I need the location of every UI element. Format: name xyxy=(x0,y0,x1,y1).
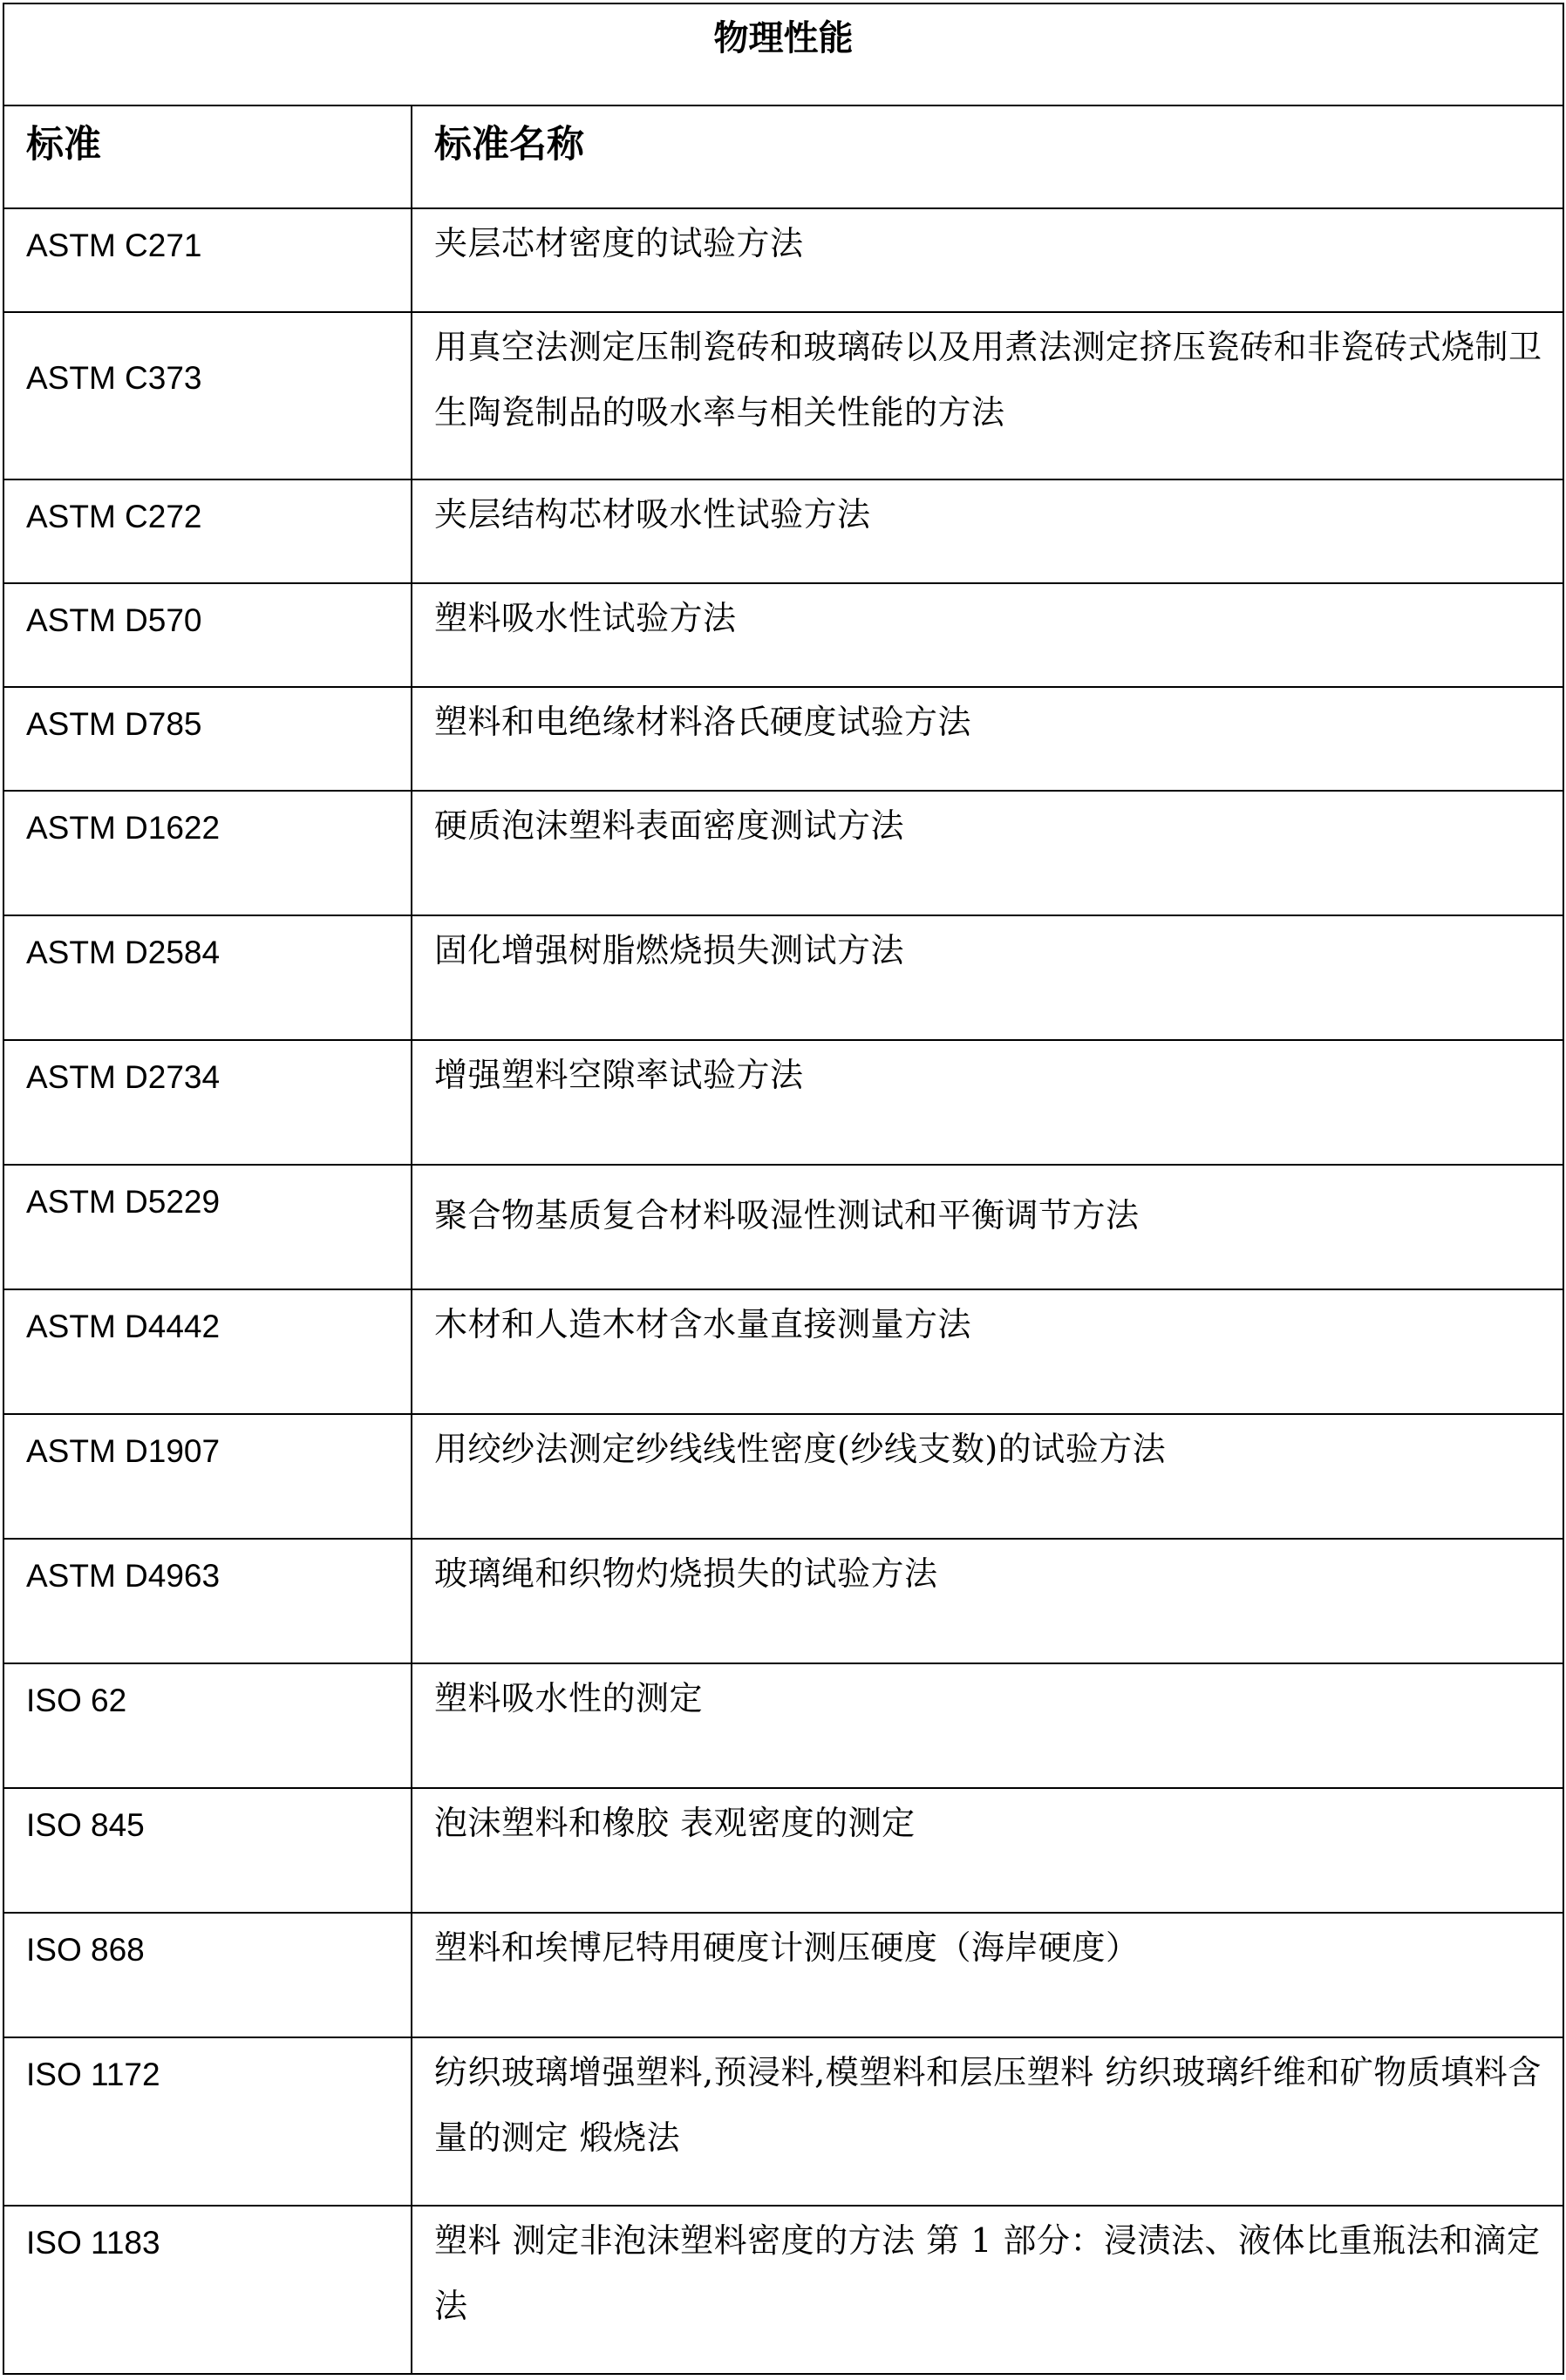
standard-name: 塑料 测定非泡沫塑料密度的方法 第 1 部分：浸渍法、液体比重瓶法和滴定法 xyxy=(434,2221,1541,2325)
standard-name-cell xyxy=(412,1663,1563,1788)
standard-name-cell xyxy=(412,1165,1563,1289)
standard-code-cell xyxy=(3,583,412,687)
table-row xyxy=(3,312,1563,479)
standard-name: 塑料和电绝缘材料洛氏硬度试验方法 xyxy=(434,703,972,741)
standard-code: ASTM D1907 xyxy=(26,1433,221,1469)
table-row xyxy=(3,1289,1563,1414)
standard-code: ASTM D5229 xyxy=(26,1184,221,1220)
standard-name: 固化增强树脂燃烧损失测试方法 xyxy=(434,931,905,969)
standard-code-cell xyxy=(3,1040,412,1165)
standard-name: 塑料吸水性的测定 xyxy=(434,1679,704,1717)
standard-name: 木材和人造木材含水量直接测量方法 xyxy=(434,1305,972,1343)
standard-code-cell xyxy=(3,1788,412,1913)
standard-code-cell xyxy=(3,791,412,915)
table-row xyxy=(3,915,1563,1040)
standard-name-cell xyxy=(412,208,1563,312)
standard-name: 塑料和埃博尼特用硬度计测压硬度（海岸硬度） xyxy=(434,1928,1140,1967)
standard-name-cell xyxy=(412,915,1563,1040)
standard-name: 用绞纱法测定纱线线性密度(纱线支数)的试验方法 xyxy=(434,1430,1167,1468)
standard-name-cell xyxy=(412,2037,1563,2206)
table-row xyxy=(3,791,1563,915)
table-row xyxy=(3,583,1563,687)
standard-code: ISO 1183 xyxy=(26,2225,160,2261)
standard-name: 塑料吸水性试验方法 xyxy=(434,599,737,637)
standard-name-cell xyxy=(412,583,1563,687)
table-row xyxy=(3,1913,1563,2037)
standards-table xyxy=(3,3,1564,2375)
table-row xyxy=(3,479,1563,583)
table-row xyxy=(3,2206,1563,2374)
standard-code: ASTM D2734 xyxy=(26,1059,221,1095)
table-row xyxy=(3,1165,1563,1289)
standard-code: ASTM D4963 xyxy=(26,1558,221,1594)
standard-name: 玻璃绳和织物灼烧损失的试验方法 xyxy=(434,1554,938,1593)
table-row xyxy=(3,687,1563,791)
standard-code: ASTM C272 xyxy=(26,499,202,534)
standard-name-cell xyxy=(412,1289,1563,1414)
standard-code-cell xyxy=(3,2206,412,2374)
standard-name-cell xyxy=(412,791,1563,915)
standard-name: 泡沫塑料和橡胶 表观密度的测定 xyxy=(434,1804,916,1842)
standard-name: 硬质泡沫塑料表面密度测试方法 xyxy=(434,806,905,845)
table-row xyxy=(3,1788,1563,1913)
standard-name: 夹层结构芯材吸水性试验方法 xyxy=(434,495,871,534)
standard-name: 用真空法测定压制瓷砖和玻璃砖以及用煮法测定挤压瓷砖和非瓷砖式烧制卫生陶瓷制品的吸水率与相关性能的方法 xyxy=(434,328,1542,432)
table-row xyxy=(3,1663,1563,1788)
standard-name: 夹层芯材密度的试验方法 xyxy=(434,224,804,262)
standard-name-cell xyxy=(412,1414,1563,1539)
standard-code-cell xyxy=(3,1913,412,2037)
standard-code-cell xyxy=(3,312,412,479)
standard-code-cell xyxy=(3,479,412,583)
header-row xyxy=(3,105,1563,208)
standard-name-cell xyxy=(412,312,1563,479)
standard-code: ISO 868 xyxy=(26,1932,145,1968)
standard-code-cell xyxy=(3,1414,412,1539)
standard-code-cell xyxy=(3,1165,412,1289)
standard-name-cell xyxy=(412,2206,1563,2374)
header-standard-name: 标准名称 xyxy=(434,123,584,167)
standard-name: 增强塑料空隙率试验方法 xyxy=(434,1056,804,1094)
table-title: 物理性能 xyxy=(713,18,854,58)
standard-code-cell xyxy=(3,687,412,791)
standard-code: ISO 1172 xyxy=(26,2057,160,2092)
table-row xyxy=(3,208,1563,312)
header-standard-cell xyxy=(3,105,412,208)
standard-code-cell xyxy=(3,2037,412,2206)
standard-code: ASTM D785 xyxy=(26,706,202,742)
table-row xyxy=(3,1040,1563,1165)
table-row xyxy=(3,1539,1563,1663)
table-title-cell xyxy=(3,3,1563,105)
table-row xyxy=(3,1414,1563,1539)
header-standard: 标准 xyxy=(26,123,101,167)
standard-code: ASTM C373 xyxy=(26,360,202,396)
standard-code: ASTM C271 xyxy=(26,228,202,263)
standard-code: ASTM D2584 xyxy=(26,935,221,970)
standard-name-cell xyxy=(412,1539,1563,1663)
standard-code: ISO 845 xyxy=(26,1807,145,1843)
standard-code-cell xyxy=(3,1289,412,1414)
standard-code-cell xyxy=(3,915,412,1040)
standard-code-cell xyxy=(3,208,412,312)
standard-name-cell xyxy=(412,687,1563,791)
header-standard-name-cell xyxy=(412,105,1563,208)
standard-name-cell xyxy=(412,1788,1563,1913)
standard-code-cell xyxy=(3,1663,412,1788)
standard-code: ASTM D1622 xyxy=(26,810,221,846)
standard-code-cell xyxy=(3,1539,412,1663)
standard-name-cell xyxy=(412,1040,1563,1165)
standard-code: ASTM D570 xyxy=(26,602,202,638)
table-row xyxy=(3,2037,1563,2206)
standard-name-cell xyxy=(412,479,1563,583)
standard-name: 聚合物基质复合材料吸湿性测试和平衡调节方法 xyxy=(434,1196,1140,1234)
standard-code: ISO 62 xyxy=(26,1683,127,1718)
standard-name: 纺织玻璃增强塑料,预浸料,模塑料和层压塑料 纺织玻璃纤维和矿物质填料含量的测定 煅烧法 xyxy=(434,2053,1542,2157)
title-row xyxy=(3,3,1563,105)
standard-code: ASTM D4442 xyxy=(26,1309,221,1344)
standard-name-cell xyxy=(412,1913,1563,2037)
